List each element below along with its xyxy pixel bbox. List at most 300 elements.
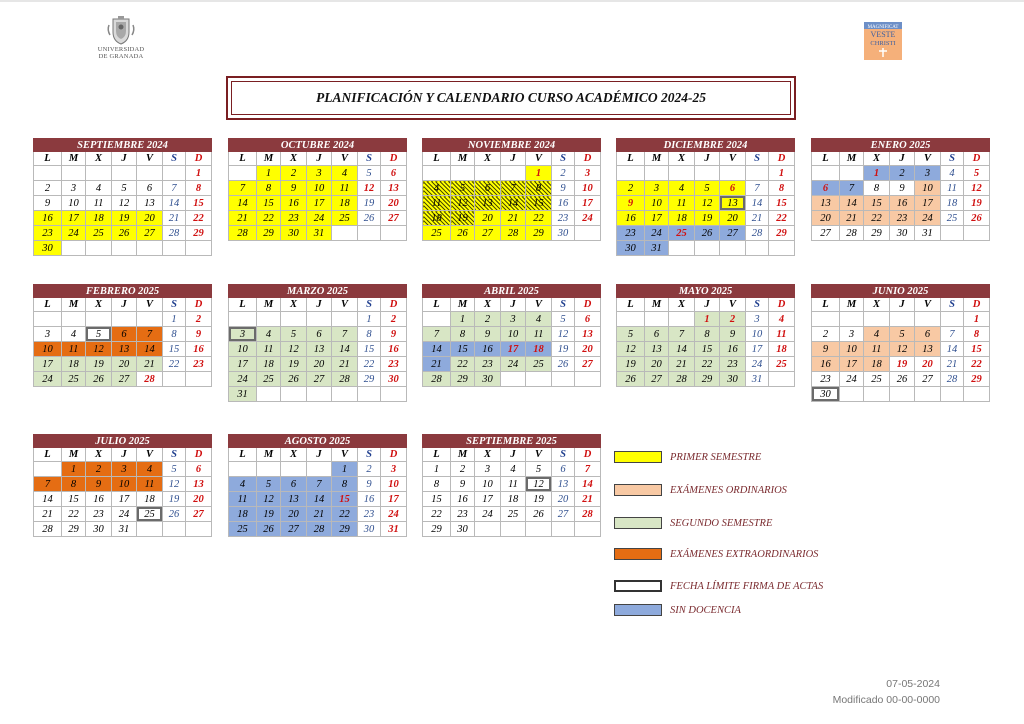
day-cell: 26 bbox=[890, 372, 915, 387]
day-cell: 20 bbox=[112, 357, 137, 372]
day-cell: 13 bbox=[552, 477, 575, 492]
week-row bbox=[34, 226, 212, 241]
day-cell: 10 bbox=[229, 342, 257, 357]
day-cell: 26 bbox=[281, 372, 307, 387]
day-cell: 13 bbox=[112, 342, 137, 357]
weekday-header: J bbox=[501, 152, 526, 166]
day-cell: 19 bbox=[526, 492, 552, 507]
day-cell: 25 bbox=[526, 357, 552, 372]
day-cell: 1 bbox=[769, 166, 795, 181]
day-cell: 15 bbox=[163, 342, 186, 357]
empty-cell bbox=[423, 166, 451, 181]
day-cell: 4 bbox=[332, 166, 358, 181]
month-header: SEPTIEMBRE 2025 bbox=[423, 435, 601, 448]
weekday-header: M bbox=[62, 448, 86, 462]
day-cell: 3 bbox=[112, 462, 137, 477]
empty-cell bbox=[62, 312, 86, 327]
day-cell: 10 bbox=[915, 181, 941, 196]
month-header: OCTUBRE 2024 bbox=[229, 139, 407, 152]
day-cell: 12 bbox=[163, 477, 186, 492]
week-row bbox=[423, 211, 601, 226]
empty-cell bbox=[307, 312, 332, 327]
day-cell: 23 bbox=[381, 357, 407, 372]
day-cell: 7 bbox=[163, 181, 186, 196]
month-table bbox=[616, 284, 795, 387]
legend-label: FECHA LÍMITE FIRMA DE ACTAS bbox=[670, 580, 824, 592]
day-cell: 17 bbox=[381, 492, 407, 507]
day-cell: 8 bbox=[257, 181, 281, 196]
weekday-header: V bbox=[137, 448, 163, 462]
month-table bbox=[811, 284, 990, 402]
week-row bbox=[229, 387, 407, 402]
day-cell: 18 bbox=[501, 492, 526, 507]
day-cell: 15 bbox=[769, 196, 795, 211]
day-cell: 14 bbox=[501, 196, 526, 211]
weekday-header: X bbox=[86, 152, 112, 166]
day-cell: 2 bbox=[186, 312, 212, 327]
day-cell: 14 bbox=[307, 492, 332, 507]
month-header: JUNIO 2025 bbox=[812, 285, 990, 298]
week-row bbox=[34, 477, 212, 492]
weekday-header: J bbox=[890, 152, 915, 166]
empty-cell bbox=[501, 522, 526, 537]
month-calendar bbox=[422, 434, 601, 537]
day-cell: 8 bbox=[964, 327, 990, 342]
day-cell: 7 bbox=[137, 327, 163, 342]
day-cell: 6 bbox=[112, 327, 137, 342]
week-row bbox=[423, 357, 601, 372]
week-row bbox=[229, 327, 407, 342]
day-cell: 29 bbox=[526, 226, 552, 241]
weekday-header: V bbox=[720, 298, 746, 312]
day-cell: 20 bbox=[645, 357, 669, 372]
day-cell: 29 bbox=[964, 372, 990, 387]
day-cell: 16 bbox=[34, 211, 62, 226]
week-row bbox=[34, 196, 212, 211]
weekday-header: S bbox=[358, 152, 381, 166]
day-cell: 10 bbox=[475, 477, 501, 492]
weekday-header: X bbox=[864, 298, 890, 312]
day-cell: 27 bbox=[186, 507, 212, 522]
day-cell: 20 bbox=[475, 211, 501, 226]
day-cell: 27 bbox=[137, 226, 163, 241]
day-cell: 13 bbox=[645, 342, 669, 357]
day-cell: 3 bbox=[746, 312, 769, 327]
day-cell: 22 bbox=[423, 507, 451, 522]
week-row bbox=[34, 492, 212, 507]
day-cell: 12 bbox=[358, 181, 381, 196]
legend-swatch bbox=[614, 517, 662, 529]
day-cell: 19 bbox=[358, 196, 381, 211]
day-cell: 15 bbox=[332, 492, 358, 507]
day-cell: 5 bbox=[358, 166, 381, 181]
day-cell: 4 bbox=[229, 477, 257, 492]
day-cell: 23 bbox=[812, 372, 840, 387]
empty-cell bbox=[86, 166, 112, 181]
empty-cell bbox=[526, 372, 552, 387]
day-cell: 6 bbox=[645, 327, 669, 342]
day-cell: 27 bbox=[720, 226, 746, 241]
day-cell: 16 bbox=[358, 492, 381, 507]
weekday-header: J bbox=[307, 298, 332, 312]
day-cell: 22 bbox=[186, 211, 212, 226]
day-cell: 26 bbox=[964, 211, 990, 226]
empty-cell bbox=[137, 522, 163, 537]
day-cell: 8 bbox=[695, 327, 720, 342]
month-calendar bbox=[228, 284, 407, 402]
day-cell: 22 bbox=[257, 211, 281, 226]
week-row bbox=[423, 226, 601, 241]
day-cell: 6 bbox=[812, 181, 840, 196]
day-cell: 5 bbox=[695, 181, 720, 196]
day-cell: 5 bbox=[112, 181, 137, 196]
day-cell: 15 bbox=[62, 492, 86, 507]
day-cell: 8 bbox=[423, 477, 451, 492]
empty-cell bbox=[941, 387, 964, 402]
day-cell: 28 bbox=[501, 226, 526, 241]
day-cell: 31 bbox=[746, 372, 769, 387]
day-cell: 19 bbox=[86, 357, 112, 372]
empty-cell bbox=[34, 166, 62, 181]
empty-cell bbox=[964, 387, 990, 402]
day-cell: 10 bbox=[645, 196, 669, 211]
day-cell: 28 bbox=[34, 522, 62, 537]
day-cell: 25 bbox=[864, 372, 890, 387]
month-table bbox=[33, 138, 212, 256]
empty-cell bbox=[617, 166, 645, 181]
day-cell: 1 bbox=[62, 462, 86, 477]
day-cell: 26 bbox=[526, 507, 552, 522]
day-cell: 27 bbox=[381, 211, 407, 226]
day-cell: 7 bbox=[423, 327, 451, 342]
day-cell: 1 bbox=[186, 166, 212, 181]
empty-cell bbox=[720, 241, 746, 256]
day-cell: 9 bbox=[812, 342, 840, 357]
day-cell: 24 bbox=[746, 357, 769, 372]
day-cell: 9 bbox=[86, 477, 112, 492]
day-cell: 21 bbox=[575, 492, 601, 507]
day-cell: 25 bbox=[423, 226, 451, 241]
day-cell: 21 bbox=[137, 357, 163, 372]
day-cell: 25 bbox=[137, 507, 163, 522]
day-cell: 23 bbox=[281, 211, 307, 226]
day-cell: 18 bbox=[332, 196, 358, 211]
day-cell: 2 bbox=[86, 462, 112, 477]
day-cell: 11 bbox=[229, 492, 257, 507]
weekday-header: M bbox=[62, 298, 86, 312]
day-cell: 31 bbox=[915, 226, 941, 241]
day-cell: 30 bbox=[617, 241, 645, 256]
weekday-header: M bbox=[257, 298, 281, 312]
empty-cell bbox=[281, 312, 307, 327]
empty-cell bbox=[501, 372, 526, 387]
day-cell: 2 bbox=[451, 462, 475, 477]
day-cell: 3 bbox=[475, 462, 501, 477]
week-row bbox=[34, 342, 212, 357]
weekday-header: J bbox=[501, 448, 526, 462]
day-cell: 10 bbox=[307, 181, 332, 196]
empty-cell bbox=[112, 166, 137, 181]
day-cell: 26 bbox=[552, 357, 575, 372]
day-cell: 5 bbox=[617, 327, 645, 342]
week-row bbox=[812, 181, 990, 196]
day-cell: 10 bbox=[112, 477, 137, 492]
day-cell: 19 bbox=[163, 492, 186, 507]
day-cell: 14 bbox=[746, 196, 769, 211]
weekday-header: M bbox=[257, 152, 281, 166]
empty-cell bbox=[381, 387, 407, 402]
weekday-header: S bbox=[163, 298, 186, 312]
day-cell: 12 bbox=[617, 342, 645, 357]
weekday-header: L bbox=[34, 298, 62, 312]
week-row bbox=[617, 181, 795, 196]
day-cell: 14 bbox=[840, 196, 864, 211]
day-cell: 1 bbox=[864, 166, 890, 181]
day-cell: 28 bbox=[137, 372, 163, 387]
empty-cell bbox=[695, 241, 720, 256]
day-cell: 29 bbox=[864, 226, 890, 241]
day-cell: 7 bbox=[34, 477, 62, 492]
empty-cell bbox=[915, 387, 941, 402]
day-cell: 7 bbox=[307, 477, 332, 492]
weekday-header: V bbox=[332, 152, 358, 166]
week-row bbox=[34, 507, 212, 522]
day-cell: 3 bbox=[307, 166, 332, 181]
day-cell: 20 bbox=[307, 357, 332, 372]
weekday-header: D bbox=[186, 298, 212, 312]
day-cell: 2 bbox=[890, 166, 915, 181]
university-logo bbox=[86, 16, 156, 68]
empty-cell bbox=[112, 241, 137, 256]
day-cell: 19 bbox=[257, 507, 281, 522]
day-cell: 11 bbox=[423, 196, 451, 211]
weekday-header: L bbox=[423, 298, 451, 312]
month-calendar bbox=[228, 434, 407, 537]
weekday-header: D bbox=[186, 448, 212, 462]
week-row bbox=[617, 357, 795, 372]
day-cell: 29 bbox=[451, 372, 475, 387]
day-cell: 12 bbox=[281, 342, 307, 357]
day-cell: 23 bbox=[720, 357, 746, 372]
week-row bbox=[617, 327, 795, 342]
day-cell: 1 bbox=[526, 166, 552, 181]
weekday-header: V bbox=[526, 152, 552, 166]
day-cell: 31 bbox=[645, 241, 669, 256]
day-cell: 12 bbox=[695, 196, 720, 211]
empty-cell bbox=[332, 387, 358, 402]
weekday-header: M bbox=[451, 448, 475, 462]
week-row bbox=[617, 342, 795, 357]
weekday-header: J bbox=[307, 448, 332, 462]
day-cell: 14 bbox=[229, 196, 257, 211]
day-cell: 24 bbox=[381, 507, 407, 522]
day-cell: 30 bbox=[281, 226, 307, 241]
week-row bbox=[229, 196, 407, 211]
week-row bbox=[812, 312, 990, 327]
day-cell: 9 bbox=[890, 181, 915, 196]
day-cell: 14 bbox=[575, 477, 601, 492]
day-cell: 13 bbox=[915, 342, 941, 357]
day-cell: 30 bbox=[86, 522, 112, 537]
day-cell: 16 bbox=[281, 196, 307, 211]
day-cell: 21 bbox=[840, 211, 864, 226]
day-cell: 10 bbox=[381, 477, 407, 492]
empty-cell bbox=[669, 241, 695, 256]
weekday-header: M bbox=[257, 448, 281, 462]
empty-cell bbox=[475, 522, 501, 537]
empty-cell bbox=[229, 312, 257, 327]
week-row bbox=[423, 462, 601, 477]
week-row bbox=[812, 327, 990, 342]
day-cell: 26 bbox=[163, 507, 186, 522]
day-cell: 5 bbox=[552, 312, 575, 327]
weekday-header: S bbox=[552, 298, 575, 312]
day-cell: 17 bbox=[62, 211, 86, 226]
day-cell: 4 bbox=[86, 181, 112, 196]
weekday-header: S bbox=[941, 152, 964, 166]
weekday-header: X bbox=[669, 298, 695, 312]
day-cell: 19 bbox=[890, 357, 915, 372]
day-cell: 18 bbox=[423, 211, 451, 226]
day-cell: 26 bbox=[695, 226, 720, 241]
day-cell: 26 bbox=[86, 372, 112, 387]
week-row bbox=[423, 507, 601, 522]
day-cell: 3 bbox=[62, 181, 86, 196]
day-cell: 16 bbox=[186, 342, 212, 357]
weekday-header: D bbox=[964, 152, 990, 166]
day-cell: 12 bbox=[257, 492, 281, 507]
day-cell: 16 bbox=[890, 196, 915, 211]
empty-cell bbox=[746, 241, 769, 256]
day-cell: 10 bbox=[62, 196, 86, 211]
weekday-header: X bbox=[475, 152, 501, 166]
day-cell: 16 bbox=[812, 357, 840, 372]
day-cell: 3 bbox=[34, 327, 62, 342]
day-cell: 6 bbox=[137, 181, 163, 196]
empty-cell bbox=[86, 241, 112, 256]
empty-cell bbox=[332, 226, 358, 241]
day-cell: 30 bbox=[475, 372, 501, 387]
week-row bbox=[229, 372, 407, 387]
day-cell: 16 bbox=[720, 342, 746, 357]
empty-cell bbox=[575, 372, 601, 387]
week-row bbox=[229, 357, 407, 372]
week-row bbox=[812, 387, 990, 402]
day-cell: 15 bbox=[423, 492, 451, 507]
day-cell: 14 bbox=[34, 492, 62, 507]
empty-cell bbox=[62, 166, 86, 181]
top-divider bbox=[0, 0, 1024, 2]
month-header: JULIO 2025 bbox=[34, 435, 212, 448]
day-cell: 4 bbox=[864, 327, 890, 342]
month-table bbox=[33, 434, 212, 537]
day-cell: 17 bbox=[840, 357, 864, 372]
day-cell: 17 bbox=[575, 196, 601, 211]
day-cell: 25 bbox=[669, 226, 695, 241]
day-cell: 15 bbox=[186, 196, 212, 211]
week-row bbox=[617, 211, 795, 226]
weekday-header: S bbox=[163, 448, 186, 462]
day-cell: 17 bbox=[34, 357, 62, 372]
empty-cell bbox=[890, 312, 915, 327]
day-cell: 1 bbox=[163, 312, 186, 327]
empty-cell bbox=[769, 372, 795, 387]
weekday-header: X bbox=[475, 298, 501, 312]
legend-item bbox=[614, 603, 741, 617]
day-cell: 12 bbox=[552, 327, 575, 342]
day-cell: 30 bbox=[358, 522, 381, 537]
weekday-header: S bbox=[358, 448, 381, 462]
day-cell: 23 bbox=[451, 507, 475, 522]
day-cell: 23 bbox=[34, 226, 62, 241]
day-cell: 30 bbox=[451, 522, 475, 537]
day-cell: 17 bbox=[475, 492, 501, 507]
weekday-header: X bbox=[864, 152, 890, 166]
day-cell: 19 bbox=[695, 211, 720, 226]
week-row bbox=[229, 522, 407, 537]
day-cell: 22 bbox=[451, 357, 475, 372]
weekday-header: J bbox=[112, 448, 137, 462]
day-cell: 19 bbox=[617, 357, 645, 372]
day-cell: 2 bbox=[475, 312, 501, 327]
empty-cell bbox=[669, 166, 695, 181]
day-cell: 30 bbox=[720, 372, 746, 387]
day-cell: 13 bbox=[812, 196, 840, 211]
day-cell: 14 bbox=[669, 342, 695, 357]
day-cell: 11 bbox=[526, 327, 552, 342]
day-cell: 9 bbox=[34, 196, 62, 211]
day-cell: 27 bbox=[475, 226, 501, 241]
week-row bbox=[229, 211, 407, 226]
month-table bbox=[811, 138, 990, 241]
day-cell: 8 bbox=[451, 327, 475, 342]
month-calendar bbox=[616, 138, 795, 256]
day-cell: 25 bbox=[229, 522, 257, 537]
empty-cell bbox=[840, 387, 864, 402]
empty-cell bbox=[163, 522, 186, 537]
empty-cell bbox=[645, 312, 669, 327]
empty-cell bbox=[552, 372, 575, 387]
month-calendar bbox=[33, 138, 212, 256]
week-row bbox=[229, 166, 407, 181]
month-header: MARZO 2025 bbox=[229, 285, 407, 298]
empty-cell bbox=[137, 312, 163, 327]
weekday-header: D bbox=[186, 152, 212, 166]
day-cell: 3 bbox=[645, 181, 669, 196]
empty-cell bbox=[645, 166, 669, 181]
week-row bbox=[812, 342, 990, 357]
day-cell: 27 bbox=[645, 372, 669, 387]
weekday-header: J bbox=[695, 152, 720, 166]
day-cell: 5 bbox=[890, 327, 915, 342]
legend-item bbox=[614, 516, 772, 530]
day-cell: 5 bbox=[964, 166, 990, 181]
day-cell: 15 bbox=[526, 196, 552, 211]
day-cell: 30 bbox=[381, 372, 407, 387]
weekday-header: D bbox=[575, 298, 601, 312]
weekday-header: M bbox=[645, 152, 669, 166]
week-row bbox=[229, 492, 407, 507]
empty-cell bbox=[475, 166, 501, 181]
coat-of-arms-icon bbox=[104, 16, 138, 46]
day-cell: 4 bbox=[501, 462, 526, 477]
empty-cell bbox=[34, 462, 62, 477]
day-cell: 13 bbox=[137, 196, 163, 211]
empty-cell bbox=[257, 312, 281, 327]
week-row bbox=[617, 226, 795, 241]
faculty-logo bbox=[864, 22, 902, 60]
day-cell: 16 bbox=[617, 211, 645, 226]
